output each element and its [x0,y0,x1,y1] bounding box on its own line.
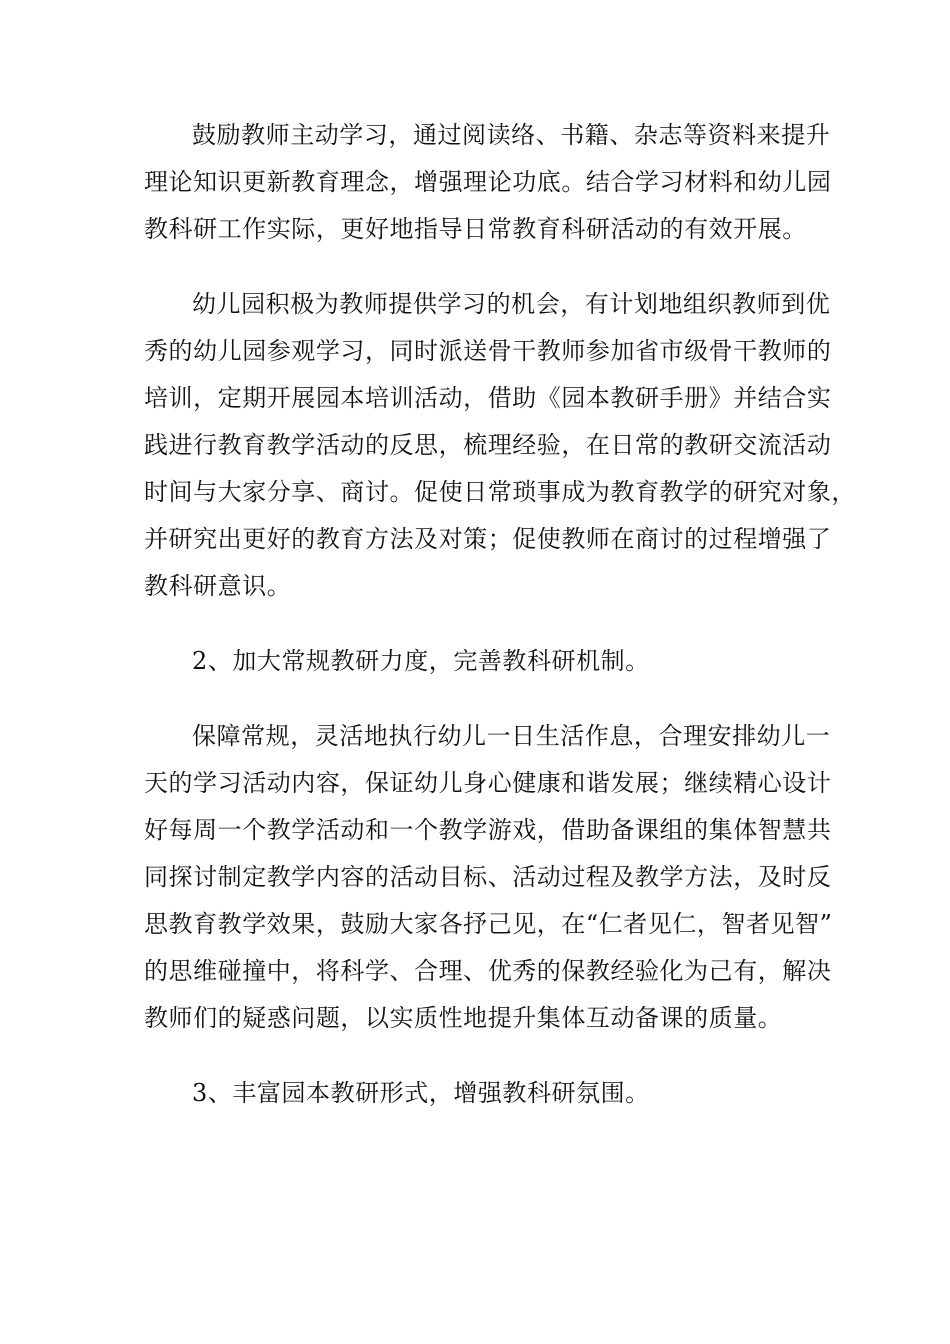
text-line: 鼓励教师主动学习，通过阅读络、书籍、杂志等资料来提升 [192,121,831,149]
paragraph-learning-opportunities [144,281,856,610]
paragraph-routine-guarantee [144,713,833,1042]
text-line: 保障常规，灵活地执行幼儿一日生活作息，合理安排幼儿一 [192,722,831,750]
text-line: 培训，定期开展园本培训活动，借助《园本教研手册》并结合实 [144,384,832,412]
text-line: 幼儿园积极为教师提供学习的机会，有计划地组织教师到优 [192,290,831,318]
text-line: 理论知识更新教育理念，增强理论功底。结合学习材料和幼儿园 [144,168,832,196]
document-body [144,112,856,1117]
paragraph-study-encouragement [144,112,832,253]
text-line: 并研究出更好的教育方法及对策；促使教师在商讨的过程增强了 [144,525,832,553]
text-line: 教科研工作实际，更好地指导日常教育科研活动的有效开展。 [144,215,807,243]
text-line: 同探讨制定教学内容的活动目标、活动过程及教学方法，及时反 [144,863,832,891]
text-line: 好每周一个教学活动和一个教学游戏，借助备课组的集体智慧共 [144,816,832,844]
text-line: 教科研意识。 [144,572,292,600]
section-heading-2 [144,638,808,685]
text-line: 秀的幼儿园参观学习，同时派送骨干教师参加省市级骨干教师的 [144,337,832,365]
text-line: 践进行教育教学活动的反思，梳理经验，在日常的教研交流活动 [144,431,832,459]
text-line: 天的学习活动内容，保证幼儿身心健康和谐发展；继续精心设计 [144,769,832,797]
text-line: 时间与大家分享、商讨。促使日常琐事成为教育教学的研究对象， [144,478,856,506]
section-heading-3 [144,1070,808,1117]
text-line: 思教育教学效果，鼓励大家各抒己见，在“仁者见仁，智者见智” [144,910,833,938]
section-heading: 3、丰富园本教研形式，增强教科研氛围。 [192,1079,650,1107]
text-line: 的思维碰撞中，将科学、合理、优秀的保教经验化为己有，解决 [144,957,832,985]
section-heading: 2、加大常规教研力度，完善教科研机制。 [192,647,650,675]
text-line: 教师们的疑惑问题，以实质性地提升集体互动备课的质量。 [144,1004,783,1032]
